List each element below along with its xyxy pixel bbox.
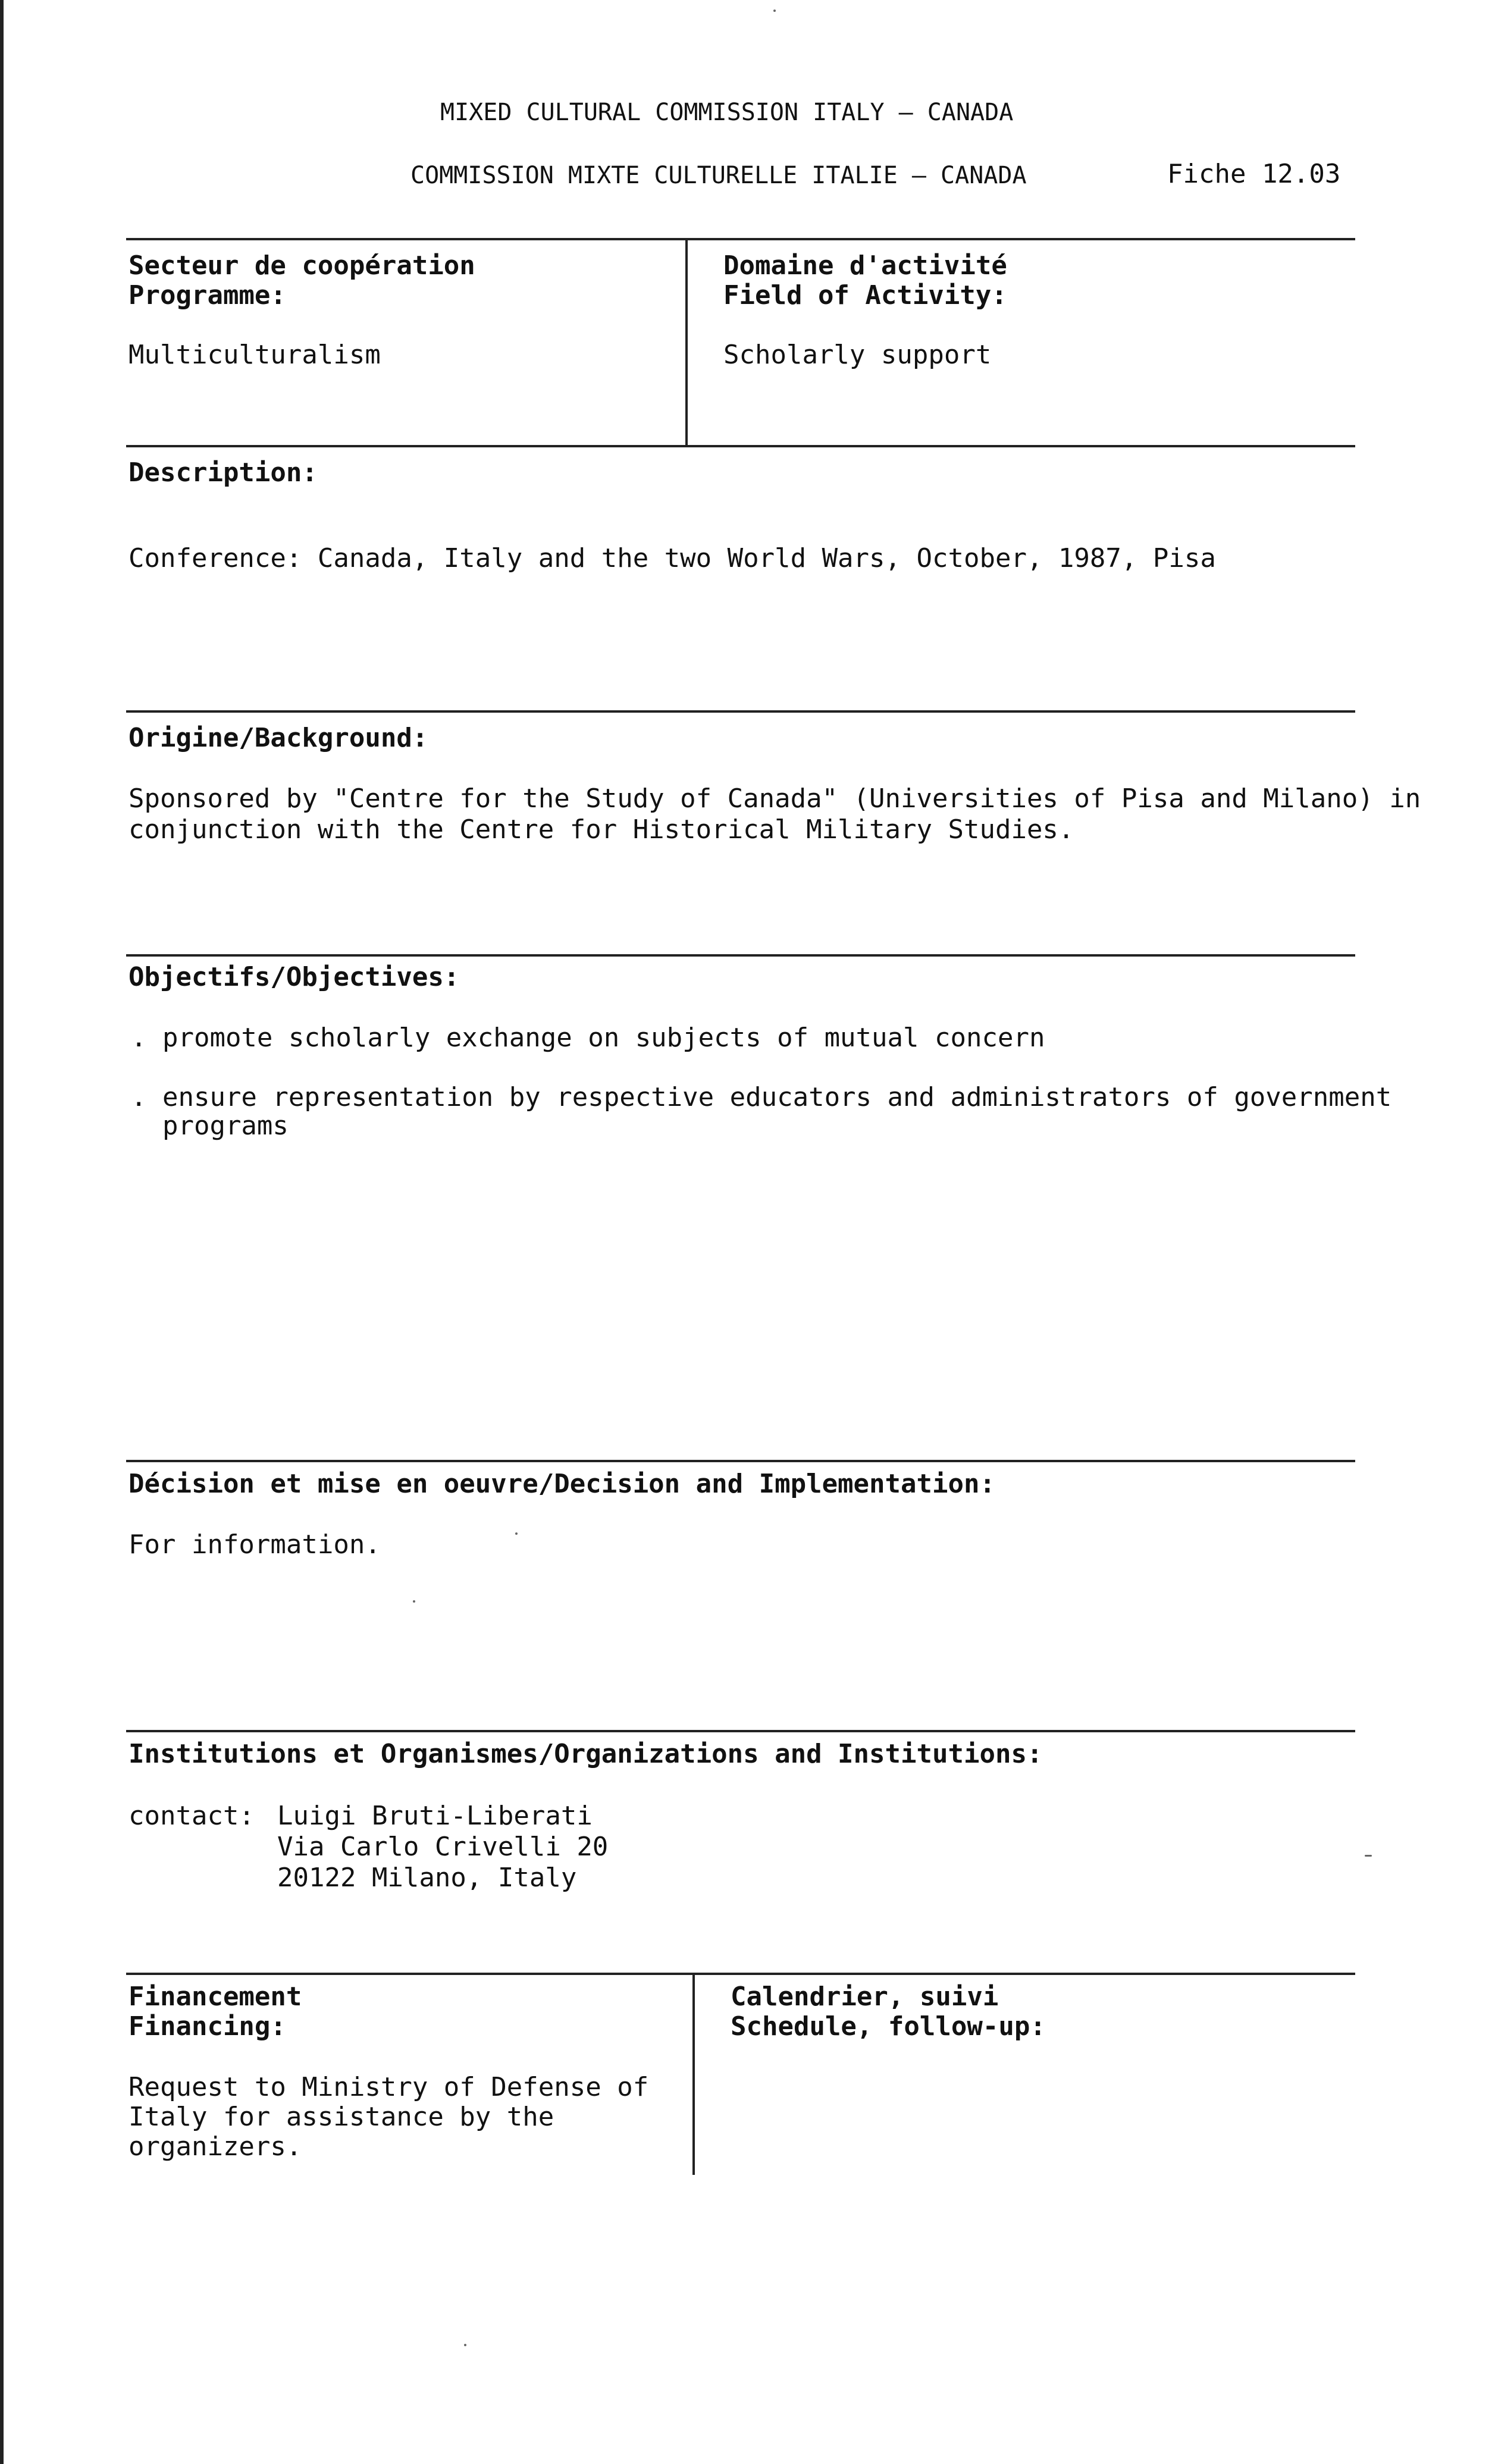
contact-name: Luigi Bruti-Liberati (277, 1801, 593, 1831)
financing-text-line: Italy for assistance by the (128, 2102, 554, 2132)
institutions-label: Institutions et Organismes/Organizations and Institutions: (128, 1739, 1043, 1769)
fiche-number: Fiche 12.03 (1167, 159, 1341, 189)
divider-institutions (126, 1730, 1355, 1732)
schedule-label-en: Schedule, follow-up: (731, 2011, 1046, 2042)
program-label: Programme: (128, 280, 286, 311)
financing-label-fr: Financement (128, 1982, 302, 2012)
header-title-fr: COMMISSION MIXTE CULTURELLE ITALIE – CANADA (410, 162, 1027, 189)
scan-speck (1365, 1855, 1372, 1857)
financing-text-line: Request to Ministry of Defense of (128, 2072, 649, 2102)
sector-label: Secteur de coopération (128, 250, 475, 281)
objective-item: . ensure representation by respective educators and administrators of government (131, 1082, 1392, 1112)
description-label: Description: (128, 457, 318, 488)
objectives-label: Objectifs/Objectives: (128, 962, 460, 992)
schedule-label-fr: Calendrier, suivi (731, 1982, 999, 2012)
divider-description (126, 445, 1355, 447)
contact-label: contact: (128, 1801, 255, 1831)
scan-speck (773, 10, 776, 12)
divider-objectives (126, 954, 1355, 957)
description-text: Conference: Canada, Italy and the two World Wars, October, 1987, Pisa (128, 543, 1216, 573)
decision-label: Décision et mise en oeuvre/Decision and Implementation: (128, 1469, 995, 1499)
divider-background (126, 710, 1355, 713)
page-left-edge (0, 0, 4, 2464)
divider-top (126, 238, 1355, 240)
scan-speck (464, 2344, 466, 2346)
background-text-line1: Sponsored by "Centre for the Study of Canada" (Universities of Pisa and Milano) in (128, 783, 1421, 814)
divider-vertical-top (685, 238, 688, 446)
domain-label: Domaine d'activité (723, 250, 1007, 281)
contact-address-city: 20122 Milano, Italy (277, 1863, 577, 1893)
objective-item-continued: programs (131, 1111, 289, 1141)
header-title-en: MIXED CULTURAL COMMISSION ITALY – CANADA (440, 99, 1014, 126)
program-value: Multiculturalism (128, 340, 381, 370)
background-text-line2: conjunction with the Centre for Historical Military Studies. (128, 814, 1074, 845)
background-label: Origine/Background: (128, 723, 428, 753)
financing-label-en: Financing: (128, 2011, 286, 2042)
scan-speck (515, 1532, 518, 1535)
divider-financing (126, 1973, 1355, 1975)
field-value: Scholarly support (723, 340, 992, 370)
financing-text-line: organizers. (128, 2131, 302, 2162)
objective-item: . promote scholarly exchange on subjects of mutual concern (131, 1023, 1045, 1053)
divider-vertical-bottom (692, 1973, 695, 2175)
decision-text: For information. (128, 1529, 381, 1560)
contact-address-street: Via Carlo Crivelli 20 (277, 1832, 609, 1862)
field-label: Field of Activity: (723, 280, 1007, 311)
divider-decision (126, 1460, 1355, 1462)
scan-speck (413, 1600, 415, 1603)
